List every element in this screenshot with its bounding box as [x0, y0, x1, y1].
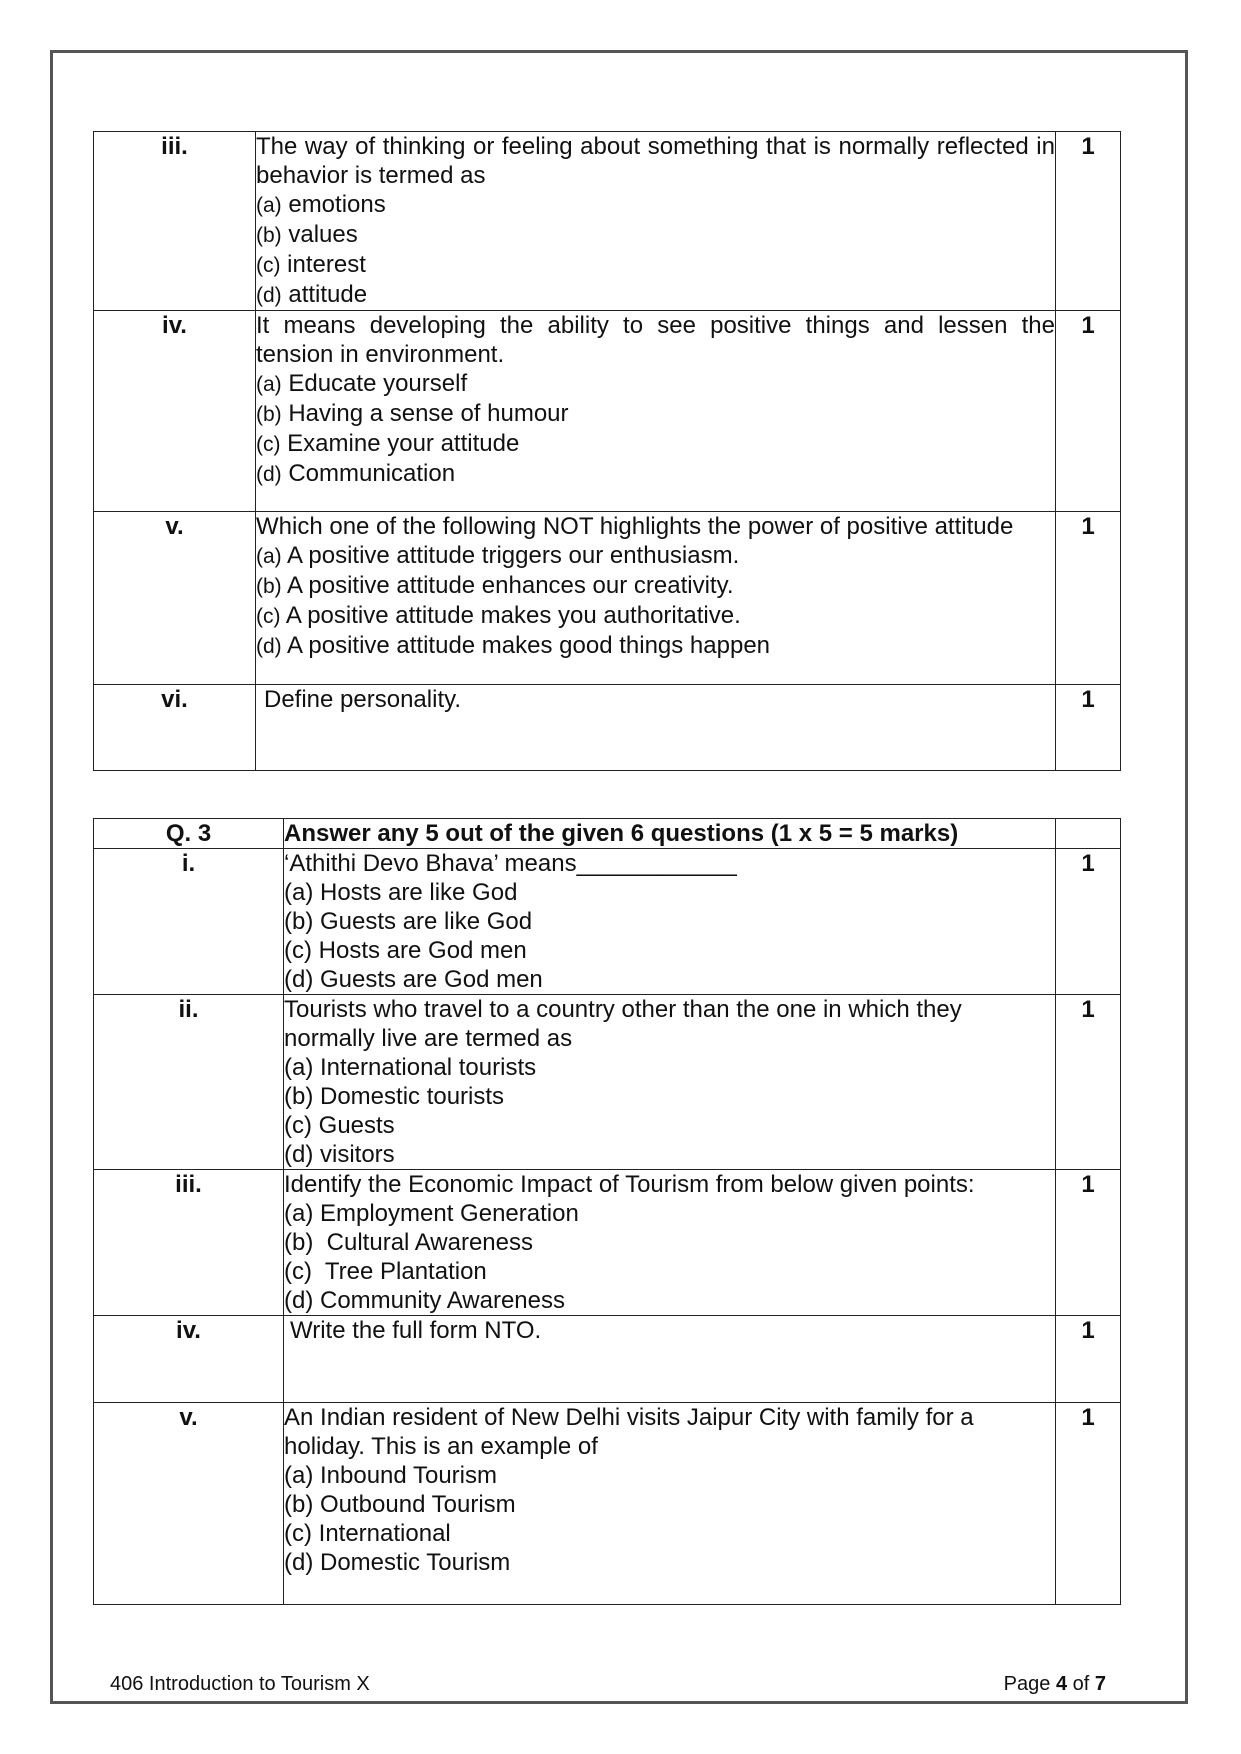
option-label: (a) [256, 373, 282, 396]
option [256, 429, 1055, 459]
table-row [94, 1403, 1121, 1605]
page-current: 4 [1055, 1673, 1068, 1695]
question-number: iii. [94, 1170, 284, 1316]
table-row [94, 132, 1121, 311]
option [256, 250, 1055, 280]
option: (b) Cultural Awareness [284, 1229, 533, 1256]
option [256, 601, 1055, 631]
option: (c) Tree Plantation [284, 1258, 487, 1285]
option [256, 571, 1055, 601]
footer-page-number [1004, 1673, 1106, 1696]
option-label: (c) [256, 605, 281, 628]
option [256, 220, 1055, 250]
option: (b) Outbound Tourism [284, 1491, 516, 1518]
table-row [94, 849, 1121, 995]
question-text [256, 512, 1056, 685]
option-label: (d) [256, 635, 282, 658]
option-text: emotions [288, 191, 386, 218]
question-stem: An Indian resident of New Delhi visits Jaipur City with family for a holiday. This is an example of [284, 1404, 974, 1460]
option-text: Examine your attitude [287, 430, 520, 457]
option-label: (b) [256, 575, 282, 598]
marks-value: 1 [1056, 132, 1121, 311]
question-text [284, 849, 1056, 995]
option: (d) visitors [284, 1141, 395, 1168]
marks-value: 1 [1056, 512, 1121, 685]
option [256, 280, 1055, 310]
question-number: iii. [94, 132, 256, 311]
option-label: (d) [256, 463, 282, 486]
option-text: values [288, 221, 358, 248]
option: (a) International tourists [284, 1054, 537, 1081]
question-number: iv. [94, 1316, 284, 1403]
question-stem: Identify the Economic Impact of Tourism from below given points: [284, 1171, 975, 1198]
marks-value: 1 [1056, 1403, 1121, 1605]
table-header-row [94, 819, 1121, 849]
option: (b) Domestic tourists [284, 1083, 505, 1110]
option: (d) Guests are God men [284, 966, 543, 993]
marks-value: 1 [1056, 1316, 1121, 1403]
question-text [284, 1316, 1056, 1403]
marks-value: 1 [1056, 995, 1121, 1170]
table-row [94, 1170, 1121, 1316]
table-row [94, 1316, 1121, 1403]
section-number: Q. 3 [94, 819, 284, 849]
option-label: (b) [256, 224, 282, 247]
option-text: Educate yourself [288, 370, 468, 397]
q2-table [93, 131, 1121, 771]
question-number: i. [94, 849, 284, 995]
option: (a) Hosts are like God [284, 879, 518, 906]
question-text [284, 1403, 1056, 1605]
question-number: v. [94, 512, 256, 685]
option-text: attitude [288, 281, 368, 308]
option [256, 369, 1055, 399]
option-text: interest [287, 251, 366, 278]
question-number: ii. [94, 995, 284, 1170]
marks-value: 1 [1056, 849, 1121, 995]
table-row [94, 311, 1121, 512]
option [256, 459, 1055, 489]
table-row [94, 685, 1121, 771]
option-label: (a) [256, 545, 282, 568]
option: (d) Domestic Tourism [284, 1549, 511, 1576]
option-text: A positive attitude makes you authoritative. [285, 602, 741, 629]
option [256, 631, 1055, 661]
marks-header-cell [1056, 819, 1121, 849]
question-number: v. [94, 1403, 284, 1605]
question-number: iv. [94, 311, 256, 512]
option: (a) Inbound Tourism [284, 1462, 497, 1489]
option [256, 190, 1055, 220]
page-of: of [1072, 1673, 1090, 1695]
option-text: Communication [288, 460, 456, 487]
option-text: A positive attitude enhances our creativity. [287, 572, 734, 599]
question-text [256, 685, 1056, 771]
option [256, 541, 1055, 571]
question-stem: Tourists who travel to a country other than the one in which they normally live are termed as [284, 996, 962, 1052]
question-stem: Define personality. [264, 686, 461, 713]
section-instruction: Answer any 5 out of the given 6 questions (1 x 5 = 5 marks) [284, 819, 1056, 849]
q3-table [93, 818, 1121, 1605]
option: (d) Community Awareness [284, 1287, 565, 1314]
question-stem: Which one of the following NOT highlights the power of positive attitude [256, 513, 1014, 540]
question-stem: The way of thinking or feeling about something that is normally reflected in behavior is termed as [256, 133, 1055, 189]
option-label: (c) [256, 433, 281, 456]
option-text: A positive attitude triggers our enthusiasm. [287, 542, 740, 569]
page-total: 7 [1094, 1673, 1106, 1695]
table-row [94, 512, 1121, 685]
option: (b) Guests are like God [284, 908, 533, 935]
option-label: (d) [256, 284, 282, 307]
question-stem: ‘Athithi Devo Bhava’ means____________ [284, 850, 737, 877]
option: (c) Hosts are God men [284, 937, 527, 964]
table-row [94, 995, 1121, 1170]
page-word: Page [1003, 1673, 1051, 1695]
question-text [256, 132, 1056, 311]
marks-value: 1 [1056, 1170, 1121, 1316]
option [256, 399, 1055, 429]
question-stem: It means developing the ability to see positive things and lessen the tension in environment. [256, 312, 1055, 368]
question-text [256, 311, 1056, 512]
option: (c) Guests [284, 1112, 395, 1139]
marks-value: 1 [1056, 311, 1121, 512]
question-text [284, 1170, 1056, 1316]
option: (a) Employment Generation [284, 1200, 579, 1227]
option-text: Having a sense of humour [288, 400, 569, 427]
question-number: vi. [94, 685, 256, 771]
option-label: (a) [256, 194, 282, 217]
question-stem: Write the full form NTO. [290, 1317, 542, 1344]
option: (c) International [284, 1520, 451, 1547]
footer-course-title: 406 Introduction to Tourism X [110, 1673, 370, 1695]
question-text [284, 995, 1056, 1170]
option-text: A positive attitude makes good things happen [287, 632, 771, 659]
option-label: (b) [256, 403, 282, 426]
marks-value: 1 [1056, 685, 1121, 771]
option-label: (c) [256, 254, 281, 277]
